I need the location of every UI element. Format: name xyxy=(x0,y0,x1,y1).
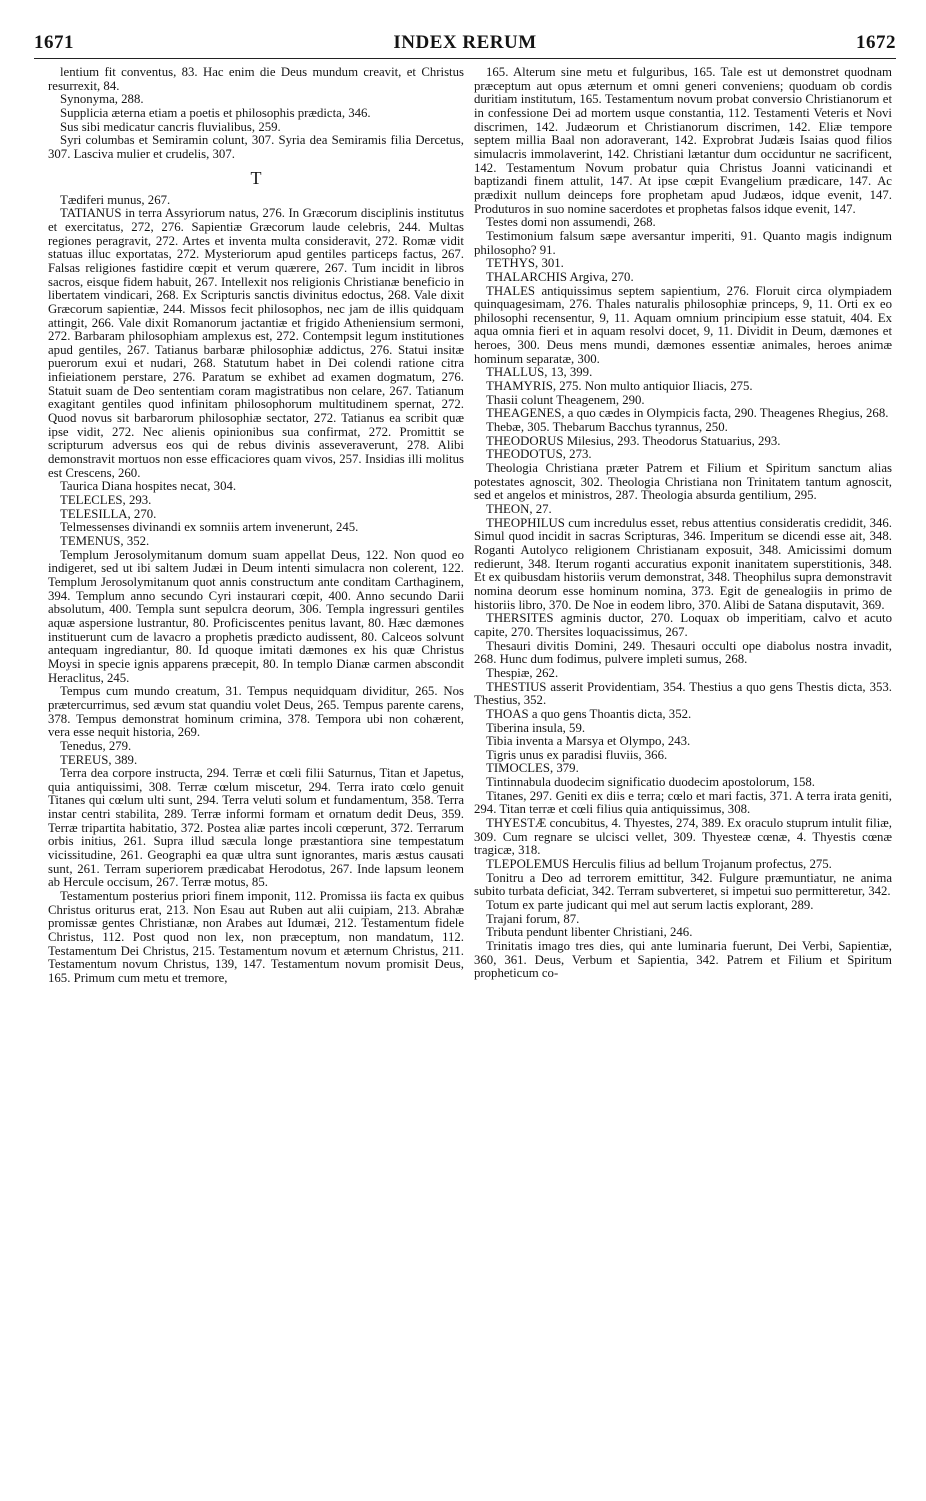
index-entry: Tonitru a Deo ad terrorem emittitur, 342. Fulgure præmuntiatur, ne anima subito turbata deficiat, 342. Terram subverteret, si impetui suo permitteretur, 342. xyxy=(474,870,892,899)
section-letter: T xyxy=(250,167,262,188)
index-entry: THALARCHIS Argiva, 270. xyxy=(486,269,634,284)
index-entry: Totum ex parte judicant qui mel aut serum lactis explorant, 289. xyxy=(486,898,814,913)
index-entry: THESTIUS asserit Providentiam, 354. Thestius a quo gens Thestis dicta, 353. Thestius, 352. xyxy=(474,679,892,708)
index-entry: THEODOTUS, 273. xyxy=(486,447,592,462)
index-entry: Tempus cum mundo creatum, 31. Tempus nequidquam dividitur, 265. Nos prætercurrimus, sed ævum stat quandiu volet Deus, 265. Tempus parente carens, 378. Tempus demonstrat hominum crimina, 378. Tempora ubi non cohærent, vera esse nequit historia, 269. xyxy=(48,684,464,740)
index-entry: Trinitatis imago tres dies, qui ante luminaria fuerunt, Dei Verbi, Sapientiæ, 360, 361. Deus, Verbum et Sapientia, 342. Patrem et Filium et Spiritum propheticum co- xyxy=(474,939,892,981)
index-entry: TATIANUS in terra Assyriorum natus, 276. In Græcorum disciplinis institutus et exercitatus, 272, 276. Sapientiæ Græcorum laude celebris, 244. Multas regiones peragravit, 272. Artes et inventa multa consideravit, 272. Romæ vidit statuas illuc exportatas, 272. Mysteriorum apud gentiles particeps factus, 267. Falsas religiones fastidire cœpit et verum quærere, 267. Tum incidit in libros sacros, eisque fidem habuit, 267. Intellexit nos religionis Christianæ beneficio in libertatem vindicari, 268. Ex Scripturis sanctis divinitus edoctus, 268. Vale dixit Græcorum sapientiæ, 244. Missos fecit philosophos, nec jam de illis quidquam attingit, 266. Vale dixit Romanorum jactantiæ et frigido Atheniensium sermoni, 272. Barbaram philosophiam amplexus est, 272. Contempsit legum institutiones apud gentiles, 267. Tatianus barbaræ philosophiæ addictus, 276. Statui insitæ puerorum exui et nudari, 268. Statutum habet in Dei colendi ratione citra infieiationem perstare, 276. Paratum se exhibet ad examen dogmatum, 276. Statuit suam de Deo sententiam coram magistratibus non celare, 267. Tatianum exagitant gentiles quod infinitam philosophorum multitudinem spernat, 272. Quod novus sit barbarorum philosophiæ sectator, 272. Tatianus ea scribit quæ ipse vidit, 272. Nec alienis opinionibus sua confirmat, 272. Promittit se scripturum adversus eos qui de rebus divinis asseveraverunt, 278. Alibi demonstravit mortuos non esse efficaciores quam vivos, 257. Insidias illi molitus est Crescens, 260. xyxy=(48,206,464,480)
index-entry: Trajani forum, 87. xyxy=(486,911,580,926)
index-entry: Testes domi non assumendi, 268. xyxy=(486,215,656,230)
index-entry: Sus sibi medicatur cancris fluvialibus, 259. xyxy=(60,119,281,134)
index-entry: Testimonium falsum sæpe aversantur imperiti, 91. Quanto magis indignum philosopho? 91. xyxy=(474,228,892,257)
index-entry: THALES antiquissimus septem sapientium, 276. Floruit circa olympiadem quinquagesimam, 276. Thales naturalis philosophiæ princeps, 9, 11. Orti ex eo philosophi recensentur, 9, 11. Aquam omnium principium esse statuit, 404. Ex aqua omnia fieri et in aquam resolvi docet, 9, 11. Dividit in Deum, dæmones et heroes, 300. Deus mens mundi, dæmones essentiæ animales, heroes animæ hominum separatæ, 300. xyxy=(474,283,892,366)
index-entry: Tributa pendunt libenter Christiani, 246. xyxy=(486,925,693,940)
index-entry: Tenedus, 279. xyxy=(60,738,132,753)
index-entry: THERSITES agminis ductor, 270. Loquax ob imperitiam, calvo et acuto capite, 270. Thersites loquacissimus, 267. xyxy=(474,611,892,639)
index-entry: TIMOCLES, 379. xyxy=(486,761,579,776)
left-column xyxy=(48,66,464,986)
index-entry: lentium fit conventus, 83. Hac enim die Deus mundum creavit, et Christus resurrexit, 84. xyxy=(48,65,464,93)
index-entry: TEMENUS, 352. xyxy=(60,534,150,548)
right-column xyxy=(474,66,892,981)
index-entry: 165. Alterum sine metu et fulguribus, 165. Tale est ut demonstret quodnam præceptum aut opus æternum et omni generi conveniens; quoduam ob cordis duritiam institutum, 165. Testamentum novum probat conversio Christianorum et in confessione Dei ad mortem usque constantia, 112. Testamenti Veteris et Novi discrimen, 142. Judæorum et Christianorum discrimen, 142. Eliæ tempore septem millia Baal non adoraverant, 142. Exprobrat Judæis Isaias quod filios simulacris immolaverint, 142. Christiani lætantur dum occiduntur ne sacrificent, 142. Testamentum Novum probatur quia Christus Joanni vaticinandi et baptizandi finem attulit, 147. At ipse cœpit Evangelium prædicare, 147. Ac prædixit nullum deinceps fore prophetam apud Judæos, idque evenit, 147. Produturos in suo nomine sacerdotes et prophetas falsos idque evenit, 147. xyxy=(474,65,892,216)
index-entry: Syri columbas et Semiramin colunt, 307. Syria dea Semiramis filia Dercetus, 307. Lasciva mulier et crudelis, 307. xyxy=(48,133,464,161)
index-entry: Taurica Diana hospites necat, 304. xyxy=(60,479,237,494)
index-entry: THALLUS, 13, 399. xyxy=(486,365,593,380)
index-entry: TELESILLA, 270. xyxy=(60,506,157,521)
index-entry: THEAGENES, a quo cædes in Olympicis facta, 290. Theagenes Rhegius, 268. xyxy=(486,406,889,421)
index-entry: Supplicia æterna etiam a poetis et philosophis prædicta, 346. xyxy=(60,105,371,120)
index-entry: Tædiferi munus, 267. xyxy=(60,192,171,207)
index-entry: THEON, 27. xyxy=(486,502,552,516)
index-entry: Testamentum posterius priori finem imponit, 112. Promissa iis facta ex quibus Christus oriturus erat, 213. Non Esau aut Ruben aut alii cuipiam, 213. Abrahæ promissæ gentes Christianæ, non Arabes aut Idumæi, 212. Testamentum fidele Christus, 112. Post quod non lex, non præceptum, non mandatum, 112. Testamentum Dei Christus, 215. Testamentum novum et æternum Christus, 211. Testamentum novum Christus, 139, 147. Testamentum novum promisit Deus, 165. Primum cum metu et tremore, xyxy=(48,889,464,985)
index-entry: THEODORUS Milesius, 293. Theodorus Statuarius, 293. xyxy=(486,433,781,448)
index-entry: Tiberina insula, 59. xyxy=(486,720,586,735)
index-entry: TLEPOLEMUS Herculis filius ad bellum Trojanum profectus, 275. xyxy=(486,857,832,872)
page-number-left: 1671 xyxy=(34,32,74,53)
index-entry: Thebæ, 305. Thebarum Bacchus tyrannus, 250. xyxy=(486,420,728,435)
index-entry: THAMYRIS, 275. Non multo antiquior Iliacis, 275. xyxy=(486,379,753,394)
index-entry: Synonyma, 288. xyxy=(60,92,144,107)
page-header xyxy=(34,32,896,60)
index-entry: TEREUS, 389. xyxy=(60,752,138,767)
header-rule xyxy=(34,58,896,59)
index-entry: Thespiæ, 262. xyxy=(486,665,559,680)
page-number-right: 1672 xyxy=(856,32,896,53)
index-entry: Templum Jerosolymitanum domum suam appellat Deus, 122. Non quod eo indigeret, sed ut ibi saltem Judæi in Deum intenti simulacra non colerent, 122. Templum Jerosolymitanum quot annis constructum ante conditam Carthaginem, 394. Templum anno secundo Cyri instaurari cœpit, 400. Anno secundo Darii absolutum, 400. Templa sunt sepulcra deorum, 306. Templa ingressuri gentiles aquæ aspersione lustrantur, 80. Proficiscentes penitus lavant, 80. Hæc dæmones instituerunt cum de lavacro a prophetis prædicto audissent, 80. Calceos solvunt antequam ingrediantur, 80. Id quoque imitati dæmones ex his quæ Christus Moysi in specie ignis apparens præcepit, 80. In templo Dianæ carmen abscondit Heraclitus, 245. xyxy=(48,547,464,685)
index-entry: Tigris unus ex paradisi fluviis, 366. xyxy=(486,747,668,762)
index-entry: Theologia Christiana præter Patrem et Filium et Spiritum sanctum alias potestates agnoscit, 302. Theologia Christiana non Trinitatem tantum agnoscit, sed et angelos et ministros, 287. Theologia absurda gentilium, 295. xyxy=(474,461,892,503)
index-entry: Thesauri divitis Domini, 249. Thesauri occulti ope diabolus nostra invadit, 268. Hunc dum fodimus, pulvere impleti sumus, 268. xyxy=(474,638,892,667)
index-entry: Thasii colunt Theagenem, 290. xyxy=(486,392,645,407)
index-entry: THOAS a quo gens Thoantis dicta, 352. xyxy=(486,706,692,721)
index-entry: Telmessenses divinandi ex somniis artem invenerunt, 245. xyxy=(60,520,359,535)
index-entry: THEOPHILUS cum incredulus esset, rebus attentius consideratis credidit, 346. Simul quod incidit in sacras Scripturas, 346. Imperitum se dicendi esse ait, 348. Roganti Autolyco religionem Christianam exposuit, 348. Amicissimi domum redierunt, 348. Iterum roganti accuratius exponit inanitatem superstitionis, 348. Et ex quibusdam historiis verum demonstrat, 348. Theophilus supra demonstravit nomina deorum esse hominum nomina, 373. Egit de genealogiis in primo de historiis libro, 370. De Noe in eodem libro, 370. Alibi de Satana disputavit, 369. xyxy=(474,515,892,612)
index-entry: THYESTÆ concubitus, 4. Thyestes, 274, 389. Ex oraculo stuprum intulit filiæ, 309. Cum regnare se ulcisci vellet, 309. Thyesteæ cœnæ, 4. Thyestis cœnæ tragicæ, 318. xyxy=(474,816,892,858)
index-entry: TETHYS, 301. xyxy=(486,256,564,271)
index-entry: Terra dea corpore instructa, 294. Terræ et cœli filii Saturnus, Titan et Japetus, quia antiquissimi, 308. Terræ cœlum miscetur, 294. Terra irato cœlo genuit Titanes qui cœlum ulti sunt, 294. Terra veluti solum et fundamentum, 358. Terra instar centri stabilita, 289. Terræ informi formam et ornatum dedit Deus, 359. Terræ tripartita habitatio, 372. Postea aliæ partes incoli cœperunt, 372. Terrarum orbis initius, 261. Supra illud sæcula longe præstantiora sine tempestatum vicissitudine, 261. Geographi ea quæ ultra sunt ignorantes, maris æstus causati sunt, 261. Terram superiorem prædicabat Herodotus, 267. Inde lapsum leonem ab Hercule occisum, 267. Terræ motus, 85. xyxy=(48,766,464,890)
index-entry: Tintinnabula duodecim significatio duodecim apostolorum, 158. xyxy=(486,775,816,790)
index-entry: Titanes, 297. Geniti ex diis e terra; cœlo et mari factis, 371. A terra irata geniti, 294. Titan terræ et cœli filius quia antiquissimus, 308. xyxy=(474,788,892,817)
index-entry: TELECLES, 293. xyxy=(60,493,152,508)
running-title: INDEX RERUM xyxy=(393,32,537,53)
index-entry: Tibia inventa a Marsya et Olympo, 243. xyxy=(486,734,691,749)
